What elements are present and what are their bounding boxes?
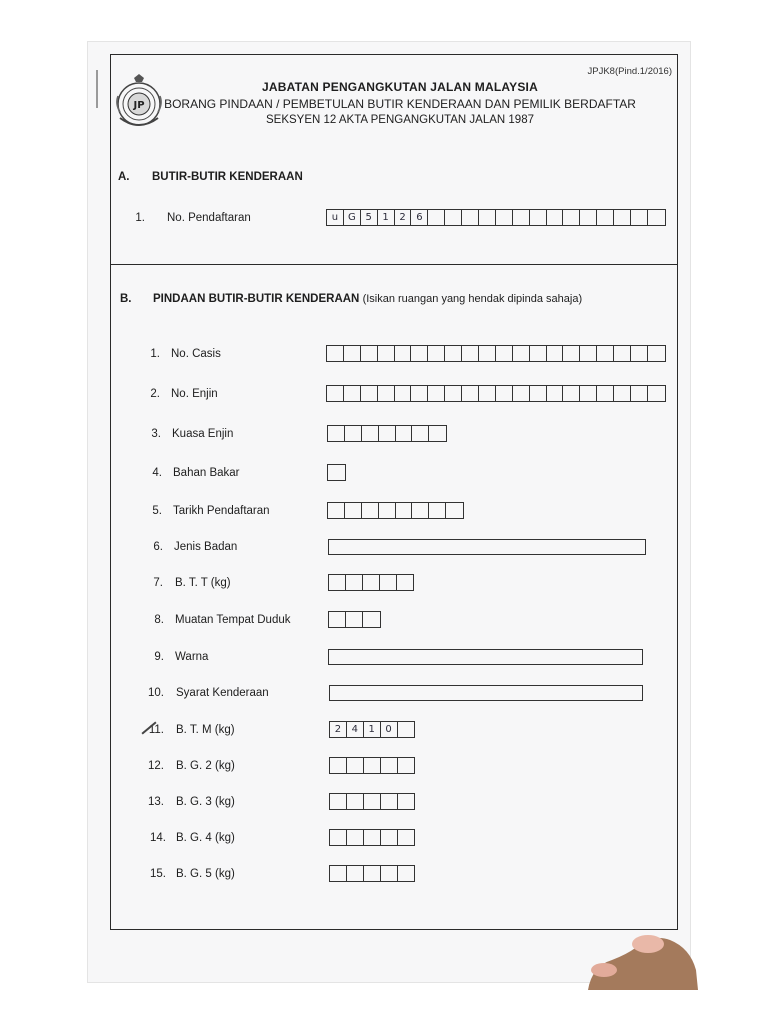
char-box[interactable] (412, 503, 429, 518)
char-box[interactable] (496, 210, 513, 225)
section-b-heading: PINDAAN BUTIR-BUTIR KENDERAAN (153, 293, 360, 305)
field-char-boxes[interactable] (329, 721, 415, 738)
char-box[interactable] (429, 426, 446, 441)
finger-photo-artifact (578, 930, 698, 990)
char-box[interactable] (411, 386, 428, 401)
char-box[interactable] (580, 346, 597, 361)
field-char-boxes[interactable] (328, 611, 381, 628)
row-label: Warna (175, 651, 209, 663)
char-box[interactable] (547, 386, 564, 401)
char-box[interactable]: u (327, 210, 344, 225)
field-char-boxes[interactable] (326, 385, 666, 402)
char-box[interactable] (398, 866, 415, 881)
char-box[interactable]: 5 (361, 210, 378, 225)
row-label: No. Casis (171, 348, 221, 360)
char-box[interactable] (479, 346, 496, 361)
row-num: 1. (135, 212, 145, 224)
char-box[interactable]: 1 (378, 210, 395, 225)
char-box[interactable] (364, 830, 381, 845)
char-box[interactable] (347, 866, 364, 881)
row-label: Bahan Bakar (173, 467, 240, 479)
text-field[interactable] (328, 539, 646, 555)
section-a-title: BUTIR-BUTIR KENDERAAN (152, 171, 303, 183)
row-label: Syarat Kenderaan (176, 687, 269, 699)
char-box[interactable] (597, 346, 614, 361)
row-label: B. T. T (kg) (175, 577, 231, 589)
char-box[interactable] (328, 465, 345, 480)
char-box[interactable] (362, 426, 379, 441)
svg-text:JP: JP (133, 100, 145, 111)
char-box[interactable] (580, 386, 597, 401)
char-box[interactable] (381, 866, 398, 881)
char-box[interactable] (648, 210, 665, 225)
row-label: B. G. 2 (kg) (176, 760, 235, 772)
char-box[interactable] (547, 210, 564, 225)
row-label: Kuasa Enjin (172, 428, 234, 440)
char-box[interactable] (378, 346, 395, 361)
text-field[interactable] (329, 685, 643, 701)
row-label-no-pendaftaran: No. Pendaftaran (167, 212, 251, 224)
row-num: 12. (148, 760, 164, 772)
field-char-boxes[interactable] (327, 464, 346, 481)
char-box[interactable] (513, 210, 530, 225)
char-box[interactable] (347, 794, 364, 809)
char-box[interactable] (530, 346, 547, 361)
char-box[interactable] (648, 346, 665, 361)
row-label: No. Enjin (171, 388, 218, 400)
row-num: 6. (153, 541, 163, 553)
char-box[interactable] (398, 830, 415, 845)
char-box[interactable] (330, 794, 347, 809)
char-box[interactable] (479, 386, 496, 401)
agency-name: JABATAN PENGANGKUTAN JALAN MALAYSIA (262, 80, 538, 94)
form-code: JPJK8(Pind.1/2016) (587, 66, 672, 77)
section-b-instruction: (Isikan ruangan yang hendak dipinda sahaja) (362, 293, 583, 305)
row-num: 1. (150, 348, 160, 360)
char-box[interactable] (344, 386, 361, 401)
char-box[interactable] (363, 575, 380, 590)
char-box[interactable] (462, 346, 479, 361)
row-num: 13. (148, 796, 164, 808)
char-box[interactable] (445, 346, 462, 361)
char-box[interactable] (361, 386, 378, 401)
char-box[interactable] (381, 758, 398, 773)
char-box[interactable] (364, 758, 381, 773)
section-a-letter: A. (118, 171, 130, 183)
char-box[interactable] (397, 575, 414, 590)
char-box[interactable] (364, 794, 381, 809)
text-field[interactable] (328, 649, 643, 665)
row-num: 15. (150, 868, 166, 880)
char-box[interactable] (614, 346, 631, 361)
row-label: B. T. M (kg) (176, 724, 235, 736)
char-box[interactable] (345, 426, 362, 441)
char-box[interactable] (411, 346, 428, 361)
field-char-boxes[interactable] (328, 574, 414, 591)
row-num: 9. (154, 651, 164, 663)
char-box[interactable] (379, 503, 396, 518)
field-char-boxes[interactable] (329, 865, 415, 882)
row-label: B. G. 5 (kg) (176, 868, 235, 880)
row-num: 7. (153, 577, 163, 589)
char-box[interactable] (631, 386, 648, 401)
char-box[interactable] (563, 386, 580, 401)
char-box[interactable] (631, 346, 648, 361)
char-box[interactable] (428, 210, 445, 225)
char-box[interactable] (597, 386, 614, 401)
char-box[interactable]: 1 (364, 722, 381, 737)
section-b-title (153, 293, 582, 305)
row-num: 2. (150, 388, 160, 400)
char-box[interactable] (479, 210, 496, 225)
char-box[interactable] (381, 794, 398, 809)
row-label: B. G. 4 (kg) (176, 832, 235, 844)
char-box[interactable] (330, 758, 347, 773)
char-box[interactable] (327, 346, 344, 361)
field-char-boxes[interactable] (329, 757, 415, 774)
row-num: 14. (150, 832, 166, 844)
char-box[interactable] (379, 426, 396, 441)
row-num: 5. (152, 505, 162, 517)
char-box[interactable] (344, 346, 361, 361)
char-box[interactable] (398, 722, 415, 737)
char-box[interactable] (346, 575, 363, 590)
char-box[interactable] (398, 758, 415, 773)
row-num: 8. (154, 614, 164, 626)
row-num: 4. (152, 467, 162, 479)
char-box[interactable] (362, 503, 379, 518)
field-char-boxes[interactable] (327, 425, 447, 442)
field-char-boxes[interactable] (327, 502, 464, 519)
char-box[interactable] (330, 866, 347, 881)
char-box[interactable] (363, 612, 380, 627)
char-box[interactable] (345, 503, 362, 518)
char-box[interactable]: 2 (395, 210, 412, 225)
char-box[interactable] (446, 503, 463, 518)
char-box[interactable] (513, 386, 530, 401)
char-box[interactable] (445, 210, 462, 225)
char-box[interactable] (396, 426, 413, 441)
char-box[interactable] (631, 210, 648, 225)
char-box[interactable] (381, 830, 398, 845)
char-box[interactable] (496, 386, 513, 401)
char-box[interactable] (378, 386, 395, 401)
paper-edge-mark (96, 70, 98, 108)
char-box[interactable] (395, 346, 412, 361)
form-title: BORANG PINDAAN / PEMBETULAN BUTIR KENDERAAN DAN PEMILIK BERDAFTAR (164, 97, 636, 111)
char-box[interactable] (347, 758, 364, 773)
char-box[interactable] (398, 794, 415, 809)
field-char-boxes[interactable] (326, 345, 666, 362)
row-label: Muatan Tempat Duduk (175, 614, 291, 626)
char-box[interactable] (412, 426, 429, 441)
row-num: 11. (148, 724, 164, 736)
char-box[interactable] (330, 830, 347, 845)
char-box[interactable] (547, 346, 564, 361)
char-box[interactable] (496, 346, 513, 361)
row-num: 10. (148, 687, 164, 699)
char-box[interactable] (361, 346, 378, 361)
char-box[interactable] (648, 386, 665, 401)
row-label: Tarikh Pendaftaran (173, 505, 270, 517)
char-box[interactable]: 2 (330, 722, 347, 737)
section-b-letter: B. (120, 293, 132, 305)
registration-number-boxes[interactable] (326, 209, 666, 226)
char-box[interactable] (597, 210, 614, 225)
legal-reference: SEKSYEN 12 AKTA PENGANGKUTAN JALAN 1987 (265, 114, 534, 126)
char-box[interactable] (327, 386, 344, 401)
char-box[interactable] (580, 210, 597, 225)
field-char-boxes[interactable] (329, 829, 415, 846)
char-box[interactable] (329, 575, 346, 590)
char-box[interactable] (364, 866, 381, 881)
char-box[interactable] (328, 426, 345, 441)
char-box[interactable] (428, 346, 445, 361)
char-box[interactable] (462, 210, 479, 225)
field-char-boxes[interactable] (329, 793, 415, 810)
char-box[interactable]: 4 (347, 722, 364, 737)
char-box[interactable] (347, 830, 364, 845)
char-box[interactable] (396, 503, 413, 518)
char-box[interactable]: 0 (381, 722, 398, 737)
char-box[interactable] (563, 210, 580, 225)
char-box[interactable] (614, 386, 631, 401)
char-box[interactable] (428, 386, 445, 401)
char-box[interactable] (563, 346, 580, 361)
char-box[interactable] (328, 503, 345, 518)
char-box[interactable] (380, 575, 397, 590)
char-box[interactable] (346, 612, 363, 627)
section-divider (110, 264, 678, 265)
char-box[interactable] (429, 503, 446, 518)
char-box[interactable] (462, 386, 479, 401)
char-box[interactable] (445, 386, 462, 401)
row-label: B. G. 3 (kg) (176, 796, 235, 808)
char-box[interactable] (614, 210, 631, 225)
char-box[interactable]: 6 (411, 210, 428, 225)
row-num: 3. (151, 428, 161, 440)
char-box[interactable]: G (344, 210, 361, 225)
char-box[interactable] (530, 386, 547, 401)
char-box[interactable] (395, 386, 412, 401)
char-box[interactable] (329, 612, 346, 627)
row-label: Jenis Badan (174, 541, 238, 553)
char-box[interactable] (513, 346, 530, 361)
char-box[interactable] (530, 210, 547, 225)
